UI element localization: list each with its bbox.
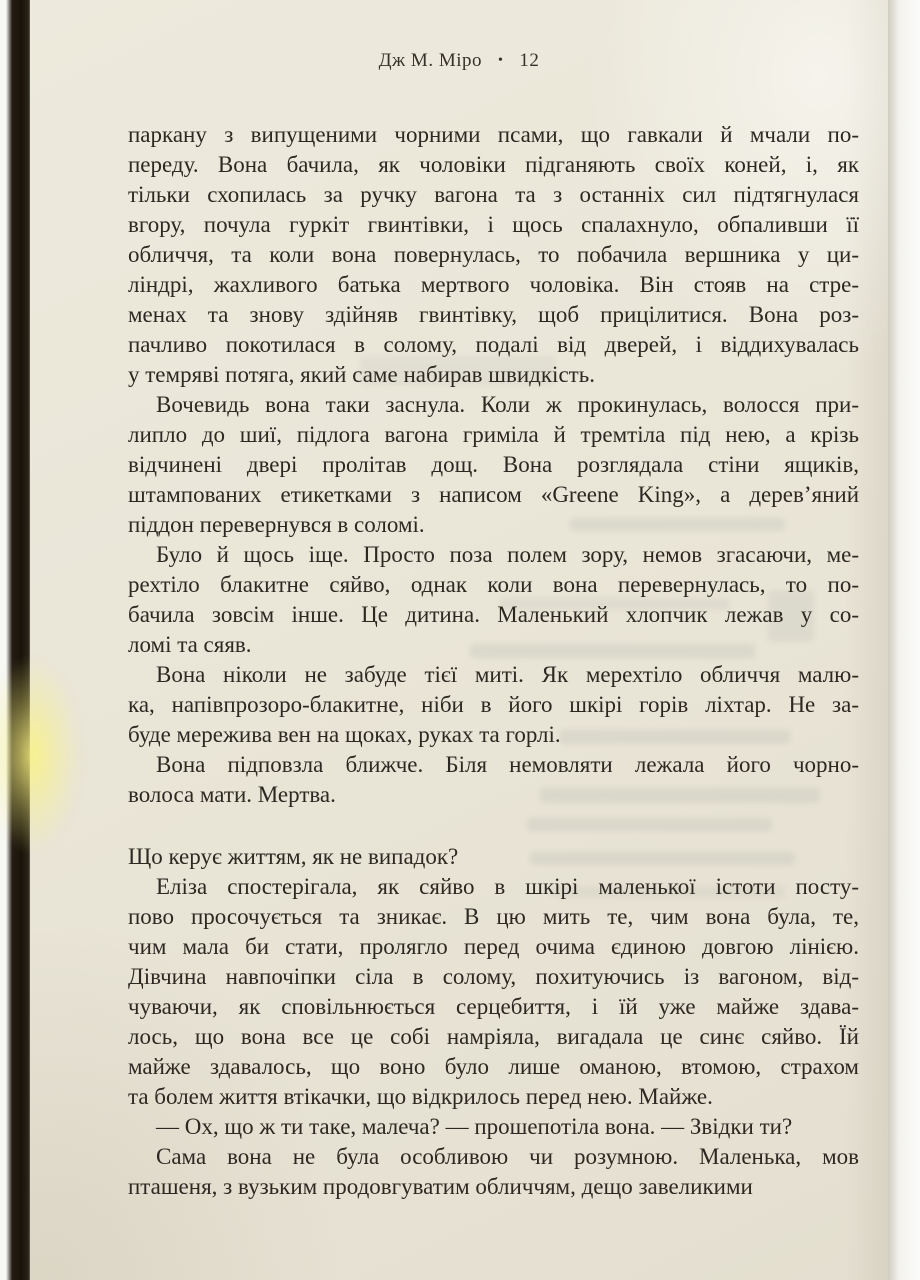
paragraph xyxy=(128,842,859,872)
text-line: Вона підповзла ближче. Біля немовляти лежала його чорно- xyxy=(156,752,859,777)
text-line: Еліза спостерігала, як сяйво в шкірі маленької істоти посту- xyxy=(156,874,859,899)
paragraph xyxy=(128,1112,859,1142)
paragraph xyxy=(128,1142,859,1202)
text-line: майже здавалось, що воно було лише оманою, втомою, страхом xyxy=(128,1054,859,1079)
bullet-separator: • xyxy=(498,53,504,68)
text-line: штампованих етикетками з написом «Greene King», а дерев’яний xyxy=(128,482,859,507)
text-line: — Ох, що ж ти таке, малеча? — прошепотіла вона. — Звідки ти? xyxy=(156,1114,793,1139)
text-line: пачливо покотилася в солому, подалі від дверей, і віддихувалась xyxy=(128,332,859,357)
text-line: Сама вона не була особливою чи розумною. Маленька, мов xyxy=(156,1144,859,1169)
adjacent-page-edge xyxy=(888,0,920,1280)
book-page xyxy=(30,0,888,1280)
page-number: 12 xyxy=(519,50,540,71)
text-line: відчинені двері пролітав дощ. Вона розглядала стіни ящиків, xyxy=(128,452,859,477)
text-line: Що керує життям, як не випадок? xyxy=(128,844,459,869)
text-line: тільки схопилась за ручку вагона та з останніх сил підтягнулася xyxy=(128,182,859,207)
text-line: бачила зовсім інше. Це дитина. Маленький хлопчик лежав у со- xyxy=(128,602,859,627)
text-line: чим мала би стати, пролягло перед очима єдиною довгою лінією. xyxy=(128,934,859,959)
text-line: Вона ніколи не забуде тієї миті. Як мерехтіло обличчя малю- xyxy=(156,662,859,687)
text-line: волоса мати. Мертва. xyxy=(128,782,336,807)
text-line: та болем життя втікачки, що відкрилось перед нею. Майже. xyxy=(128,1084,713,1109)
text-block xyxy=(128,120,859,1202)
paragraph xyxy=(128,540,859,660)
text-line: Вочевидь вона таки заснула. Коли ж прокинулась, волосся при- xyxy=(156,392,859,417)
paragraph xyxy=(128,120,859,390)
paragraph xyxy=(128,660,859,750)
text-line: пташеня, з вузьким продовгуватим обличчям, дещо завеликими xyxy=(128,1174,753,1199)
text-line: ліндрі, жахливого батька мертвого чоловіка. Він стояв на стре- xyxy=(128,272,859,297)
text-line: у темряві потяга, який саме набирав швидкість. xyxy=(128,362,595,387)
paragraph xyxy=(128,750,859,810)
text-line: ка, напівпрозоро-блакитне, ніби в його шкірі горів ліхтар. Не за- xyxy=(128,692,859,717)
text-line: пово просочується та зникає. В цю мить те, чим вона була, те, xyxy=(128,904,859,929)
text-line: Було й щось іще. Просто поза полем зору, немов згасаючи, ме- xyxy=(156,542,859,567)
text-line: рехтіло блакитне сяйво, однак коли вона перевернулась, то по- xyxy=(128,572,859,597)
text-line: паркану з випущеними чорними псами, що гавкали й мчали по- xyxy=(128,122,859,147)
text-line: чуваючи, як сповільнюється серцебиття, і їй уже майже здава- xyxy=(128,994,859,1019)
paragraph xyxy=(128,872,859,1112)
running-header xyxy=(30,50,888,72)
text-line: Дівчина навпочіпки сіла в солому, похитуючись із вагоном, від- xyxy=(128,964,859,989)
text-line: лось, що вона все це собі намріяла, вигадала це синє сяйво. Їй xyxy=(128,1024,859,1049)
text-line: ломі та сяяв. xyxy=(128,632,252,657)
author-name: Дж М. Міро xyxy=(378,50,482,71)
text-line: менах та знову здійняв гвинтівку, щоб прицілитися. Вона роз- xyxy=(128,302,859,327)
paragraph xyxy=(128,390,859,540)
text-line: вгору, почула гуркіт гвинтівки, і щось спалахнуло, обпаливши її xyxy=(128,212,859,237)
text-line: обличчя, та коли вона повернулась, то побачила вершника у ци- xyxy=(128,242,859,267)
text-line: липло до шиї, підлога вагона гриміла й тремтіла під нею, а крізь xyxy=(128,422,859,447)
text-line: піддон перевернувся в соломі. xyxy=(128,512,425,537)
text-line: переду. Вона бачила, як чоловіки підганяють своїх коней, і, як xyxy=(128,152,859,177)
text-line: буде мережива вен на щоках, руках та горлі. xyxy=(128,722,561,747)
